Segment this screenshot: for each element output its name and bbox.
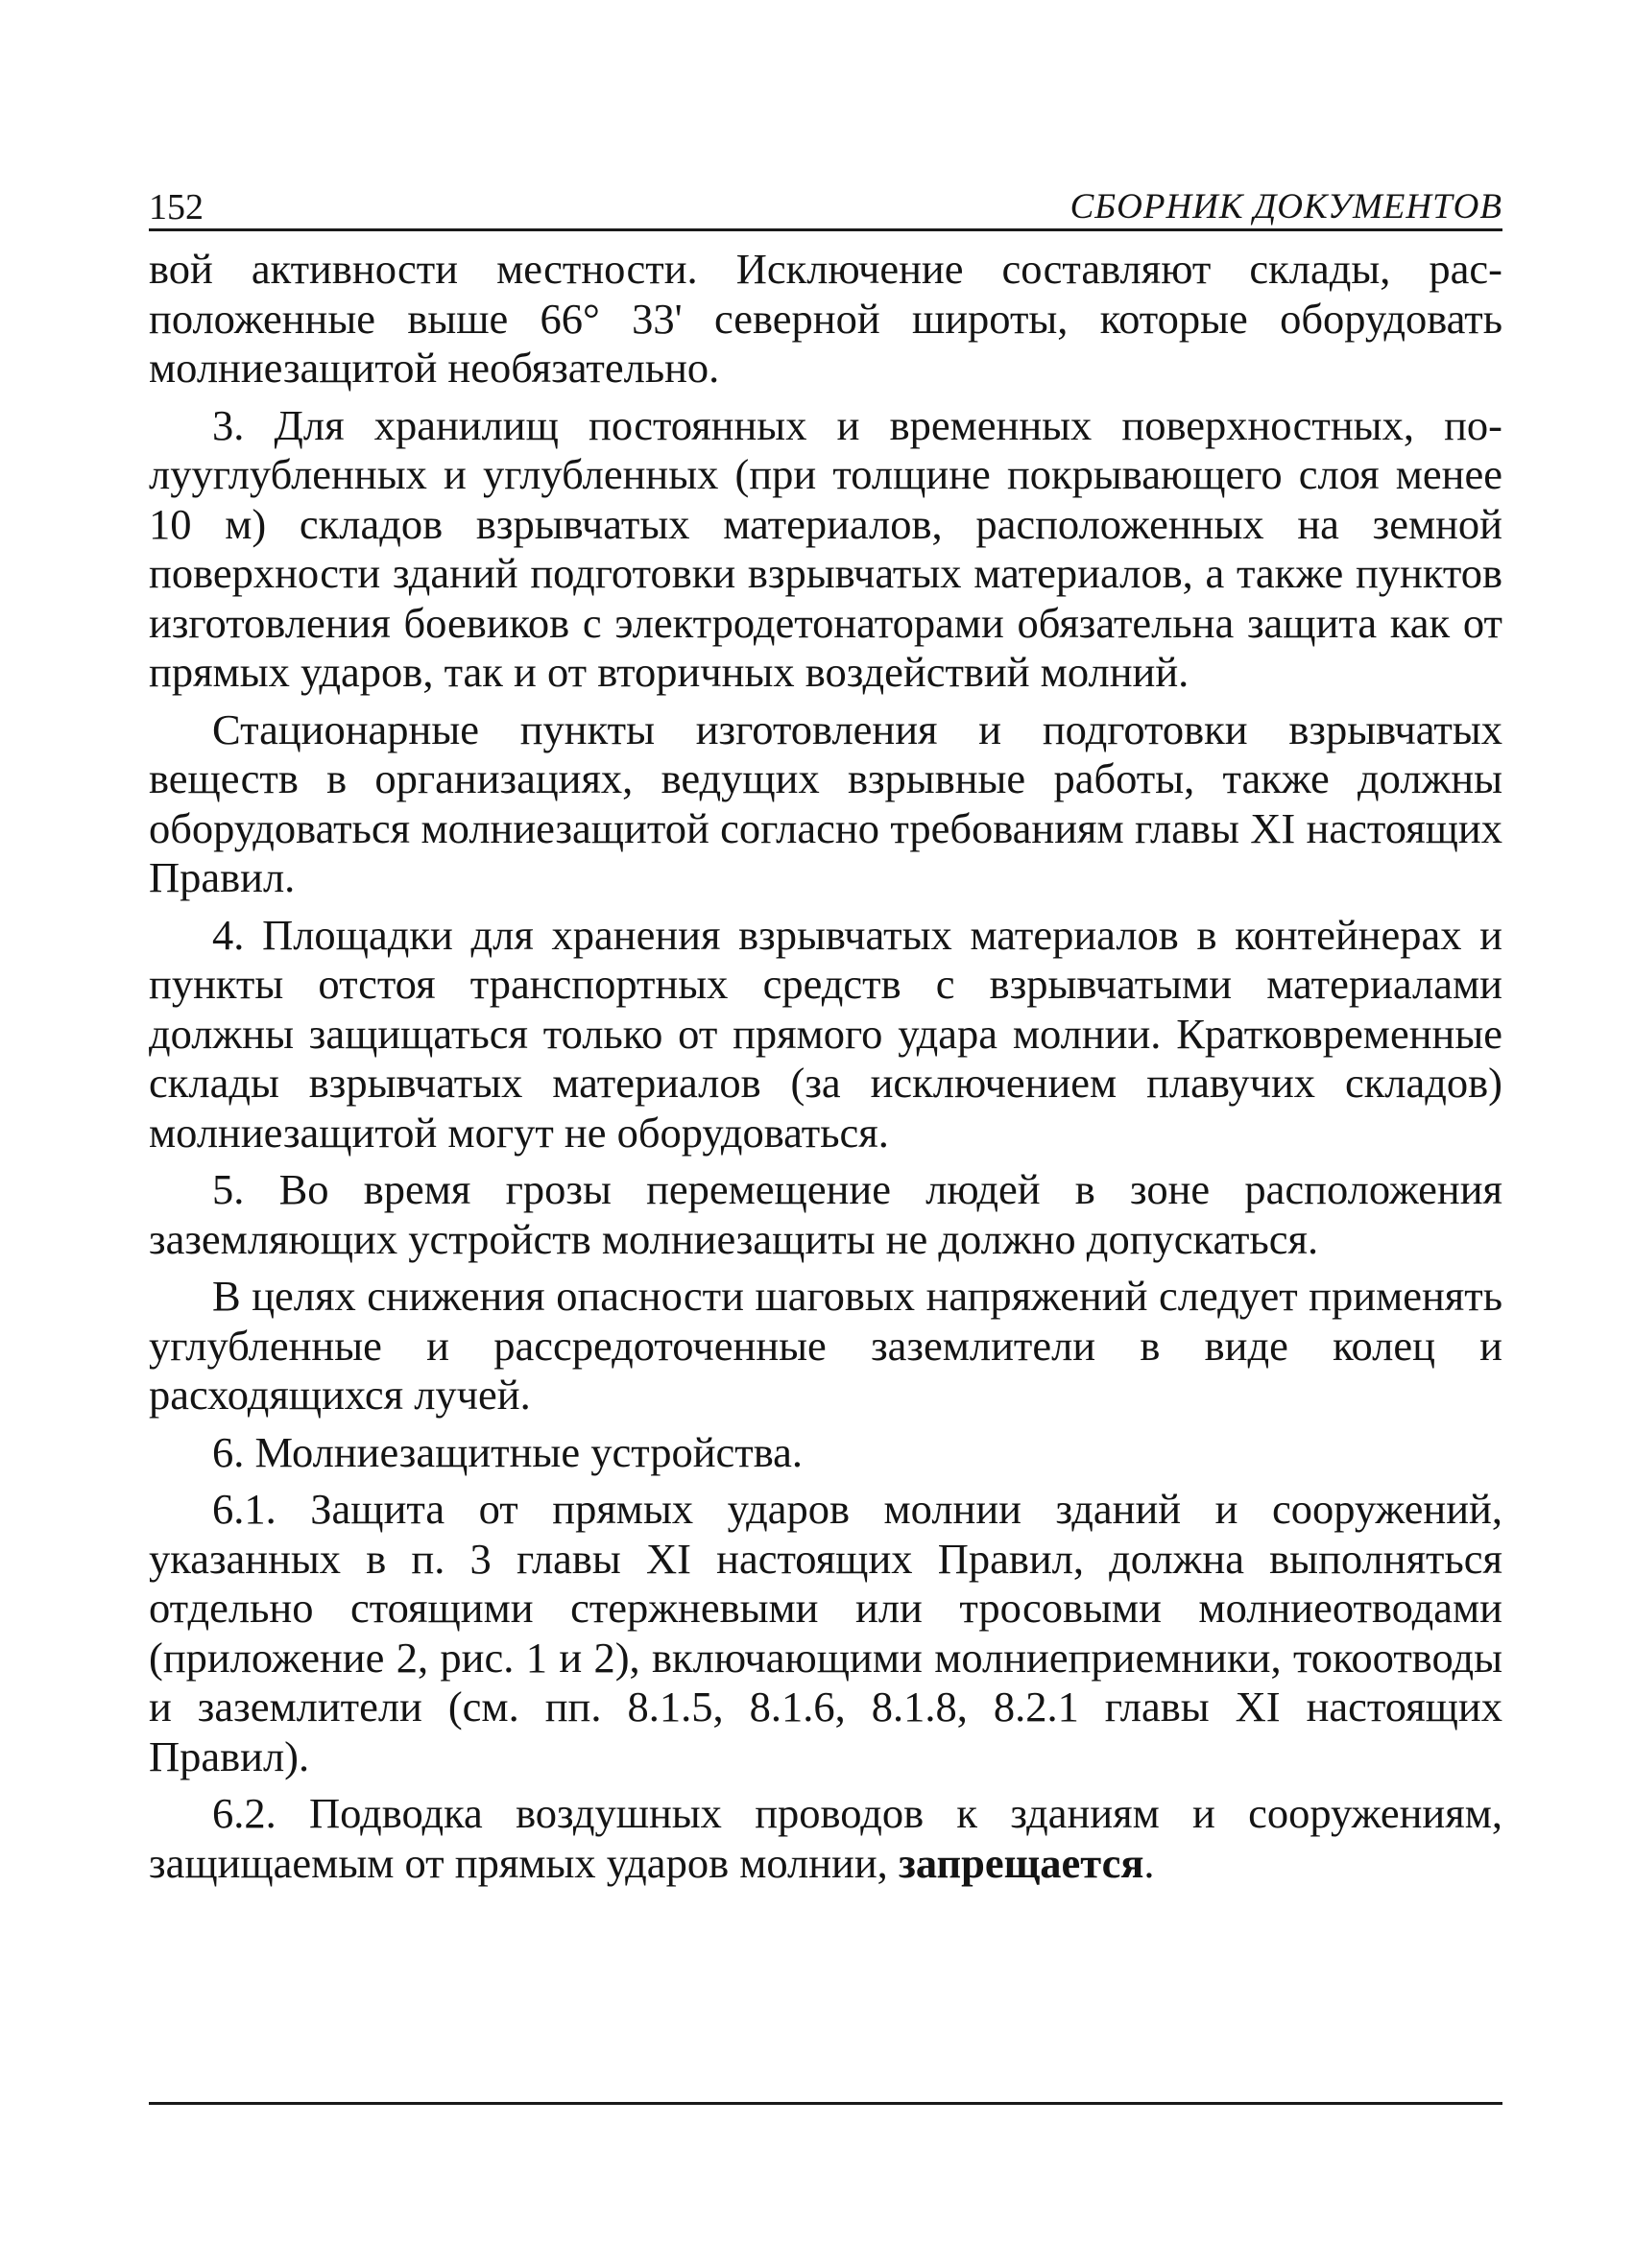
paragraph-item-3: 3. Для хранилищ постоянных и временных поверхностных, полууглубленных и углубленных (при толщине покрывающего слоя менее 10 м) складов взрывчатых материалов, расположенных на земной поверхности зданий подготовки взрывчатых материалов, а также пунктов изготовления боевиков с электродетонаторами обязательна защита как от прямых ударов, так и от вторичных воздействий молний. — [149, 400, 1502, 696]
document-body — [149, 245, 1502, 1888]
paragraph-step-voltage: В целях снижения опасности шаговых напряжений следует применять углубленные и рассредоточенные заземлители в виде колец и расходящихся лучей. — [149, 1272, 1502, 1419]
footer-rule — [149, 2102, 1502, 2105]
paragraph-item-6-2-text: 6.2. Подводка воздушных проводов к зданиям и сооружениям, защищаемым от прямых ударов молнии, — [149, 1789, 1502, 1887]
paragraph-item-6-2-end: . — [1143, 1838, 1155, 1887]
page-number: 152 — [149, 187, 204, 227]
paragraph-item-5: 5. Во время грозы перемещение людей в зоне расположения заземляющих устройств молниезащиты не должно допускаться. — [149, 1165, 1502, 1263]
paragraph-item-4: 4. Площадки для хранения взрывчатых материалов в контейнерах и пункты отстоя транспортных средств с взрывчатыми материалами должны защищаться только от прямого удара молнии. Кратковременные склады взрывчатых материалов (за исключением плавучих складов) молниезащитой могут не оборудоваться. — [149, 910, 1502, 1157]
paragraph-stationary-points: Стационарные пункты изготовления и подготовки взрывчатых веществ в организациях, ведущих взрывные работы, также должны оборудоваться молниезащитой согласно требованиям главы XI настоящих Правил. — [149, 704, 1502, 901]
paragraph-item-6-1: 6.1. Защита от прямых ударов молнии зданий и сооружений, указанных в п. 3 главы XI настоящих Правил, должна выполняться отдельно стоящими стержневыми или тросовыми молниеотводами (приложение 2, рис. 1 и 2), включающими молниеприемники, токоотводы и заземлители (см. пп. 8.1.5, 8.1.6, 8.1.8, 8.2.1 главы XI настоящих Правил). — [149, 1485, 1502, 1780]
document-page — [149, 180, 1502, 1896]
paragraph-item-6: 6. Молниезащитные устройства. — [212, 1427, 804, 1476]
paragraph-item-6-2 — [149, 1789, 1502, 1888]
prohibited-emphasis: запрещается — [898, 1838, 1144, 1887]
paragraph-continuation: вой активности местности. Исключение составляют склады, расположенные выше 66° 33' северной широты, которые оборудовать молниезащитой необязательно. — [149, 245, 1502, 392]
page-header — [149, 180, 1502, 231]
running-title: СБОРНИК ДОКУМЕНТОВ — [1069, 187, 1502, 227]
